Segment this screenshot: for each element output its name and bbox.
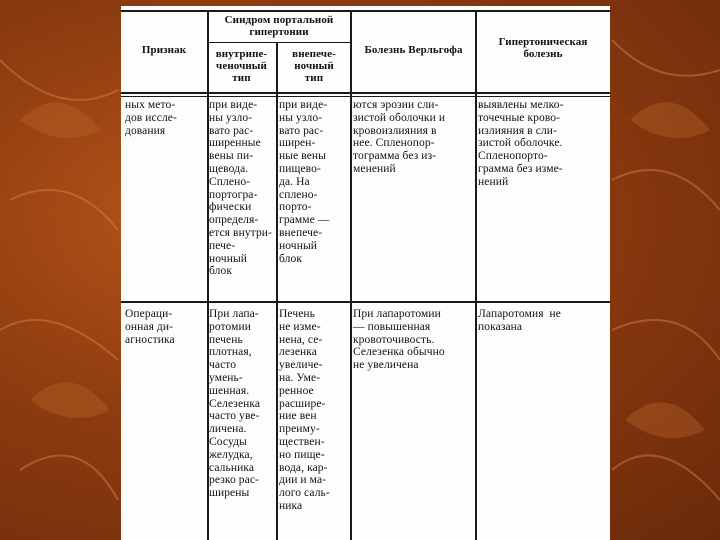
portal-subheader-rule <box>207 42 351 43</box>
row1-extrahepatic: при виде- ны узло- вато рас- ширен- ные вены пищево- да. На сплено- порто- грамме — внепече- ночный блок <box>279 99 330 265</box>
row1-hypertension: выявлены мелко- точечные крово- излияния в сли- зистой оболочке. Спленопорто- грамма без изме- нений <box>478 99 564 188</box>
column-rule-3 <box>350 10 352 540</box>
header-werlhof-disease: Болезнь Верльгофа <box>364 44 463 56</box>
document-page <box>121 6 610 540</box>
table-top-rule <box>121 10 610 12</box>
header-bottom-rule-2 <box>121 96 610 97</box>
row2-intrahepatic: При лапа- ротомии печень плотная, часто умень- шенная. Селезенка часто уве- личена. Сосуды желудка, сальника резко рас- ширены <box>209 308 261 500</box>
header-feature: Признак <box>141 44 187 56</box>
header-hypertensive-disease: Гипертоническая болезнь <box>498 36 588 60</box>
header-bottom-rule <box>121 92 610 94</box>
header-extrahepatic-type: внепече- ночный тип <box>292 48 336 84</box>
row2-werlhof: При лапаротомии — повышенная кровоточивость. Селезенка обычно не увеличена <box>353 308 445 372</box>
row1-intrahepatic: при виде- ны узло- вато рас- ширенные вены пи- щевода. Сплено- портогра- фически определя- ется внутри- печe- ночный блок <box>209 99 272 278</box>
header-intrahepatic-type: внутрипе- ченочный тип <box>215 48 268 84</box>
row1-werlhof: ются эрозии сли- зистой оболочки и кровоизлияния в нее. Спленопор- тограмма без из- менений <box>353 99 446 175</box>
row2-extrahepatic: Печень не изме- нена, се- лезенка увеличе- на. Уме- ренное расшире- ние вен преиму- ществен- но пище- вода, кар- дии и ма- лого саль- ника <box>279 308 330 512</box>
column-rule-2 <box>276 42 278 540</box>
row2-hypertension: Лапаротомия не показана <box>478 308 561 333</box>
row-divider <box>121 301 610 303</box>
row1-feature: ных мето- дов иссле- дования <box>125 99 177 137</box>
row2-feature: Операци- онная ди- агностика <box>125 308 175 346</box>
column-rule-4 <box>475 10 477 540</box>
header-portal-hypertension: Синдром портальной гипертонии <box>224 14 334 38</box>
